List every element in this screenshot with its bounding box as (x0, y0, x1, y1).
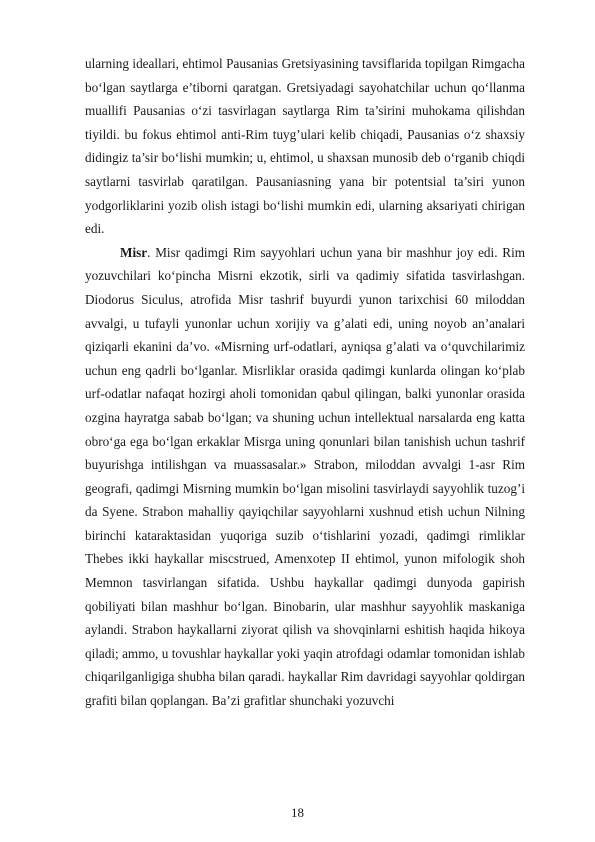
paragraph-text: . Misr qadimgi Rim sayyohlari uchun yana bir mashhur joy edi. Rim yozuvchilari ko‘pincha Misrni ekzotik, sirli va qadimiy sifatida tasvirlashgan. Diodorus Siculus, atrofida Misr tashrif buyurdi yunon tarixchisi 60 miloddan avvalgi, u tufayli yunonlar uchun xorijiy va g’alati edi, uning noyob an’analari qiziqarli ekanini da’vo. «Misrning urf-odatlari, ayniqsa g’alati va o‘quvchilarimiz uchun eng qadrli bo‘lganlar. Misrliklar orasida qadimgi kunlarda olingan ko‘plab urf-odatlar nafaqat hozirgi aholi tomonidan qabul qilingan, balki yunonlar orasida ozgina hayratga sabab bo‘lgan; va shuning uchun intellektual narsalarda eng katta obro‘ga ega bo‘lgan erkaklar Misrga uning qonunlari bilan tanishish uchun tashrif buyurishga intilishgan va muassasalar.» Strabon, miloddan avvalgi 1-asr Rim geografi, qadimgi Misrning mumkin bo‘lgan misolini tasvirlaydi sayyohlik tuzog’i da Syene. Strabon mahalliy qayiqchilar sayyohlarni xushnud etish uchun Nilning birinchi kataraktasidan yuqoriga suzib o‘tishlarini yozadi, qadimgi rimliklar Thebes ikki haykallar miscstrued, Amenxotep II ehtimol, yunon mifologik shoh Memnon tasvirlangan sifatida. Ushbu haykallar qadimgi dunyoda gapirish qobiliyati bilan mashhur bo‘lgan. Binobarin, ular mashhur sayyohlik maskaniga aylandi. Strabon haykallarni ziyorat qilish va shovqinlarni eshitish haqida hikoya qiladi; ammo, u tovushlar haykallar yoki yaqin atrofdagi odamlar tomonidan ishlab chiqarilganligiga shubha bilan qaradi. haykallar Rim davridagi sayyohlar qoldirgan grafiti bilan qoplangan. Ba’zi grafitlar shunchaki yozuvchi (85, 244, 525, 709)
paragraph-lead-term: Misr (120, 244, 148, 260)
paragraph: ularning ideallari, ehtimol Pausanias Gretsiyasining tavsiflarida topilgan Rimgacha bo‘lgan saytlarga e’tiborni qaratgan. Gretsiyadagi sayohatchilar uchun qo‘llanma muallifi Pausanias o‘zi tasvirlagan saytlarga Rim ta’sirini muhokama qilishdan tiyildi. bu fokus ehtimol anti-Rim tuyg’ulari kelib chiqadi, Pausanias o‘z shaxsiy didingiz ta’sir bo‘lishi mumkin; u, ehtimol, u shaxsan munosib deb o‘rganib chiqdi saytlarni tasvirlab qaratilgan. Pausaniasning yana bir potentsial ta’siri yunon yodgorliklarini yozib olish istagi bo‘lishi mumkin edi, ularning aksariyati chirigan edi. (85, 56, 525, 237)
page-number: 18 (291, 805, 304, 820)
paragraph (85, 241, 525, 713)
document-body (85, 52, 525, 713)
